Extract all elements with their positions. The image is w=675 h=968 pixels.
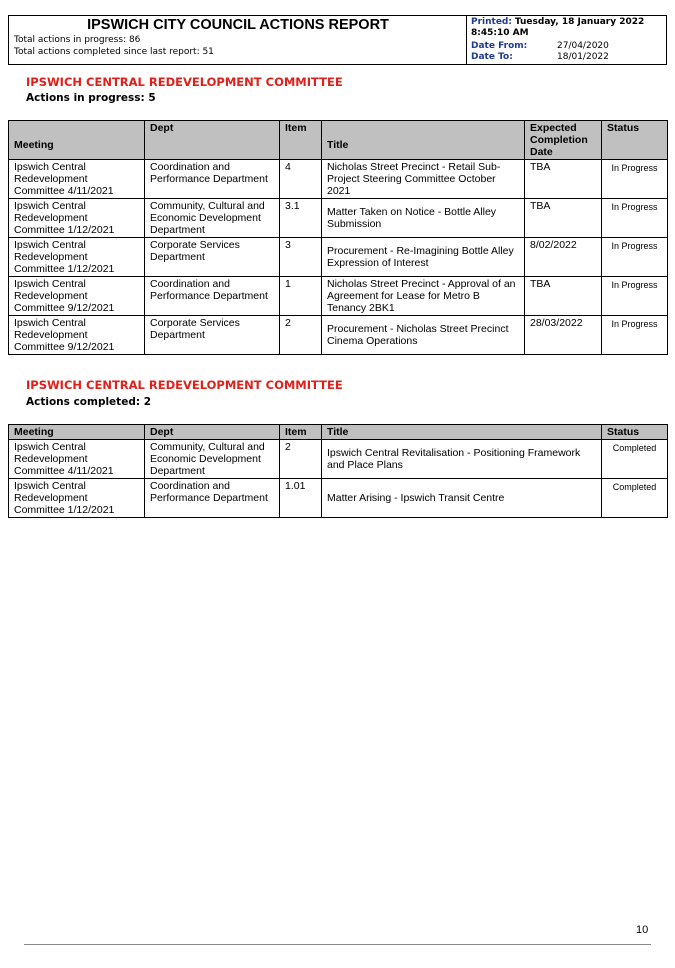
- meeting-cell: Ipswich Central Redevelopment Committee 1/12/2021: [9, 238, 145, 277]
- col-header-item: Item: [280, 121, 322, 160]
- meeting-cell: Ipswich Central Redevelopment Committee 9/12/2021: [9, 316, 145, 355]
- title-cell: Matter Taken on Notice - Bottle Alley Submission: [322, 199, 525, 238]
- meeting-cell: Ipswich Central Redevelopment Committee 1/12/2021: [9, 199, 145, 238]
- meeting-cell: Ipswich Central Redevelopment Committee 9/12/2021: [9, 277, 145, 316]
- completed-subtitle: Actions completed: 2: [26, 396, 151, 408]
- col-header-status: Status: [602, 425, 668, 440]
- table-row: [9, 316, 668, 355]
- in-progress-table: [8, 120, 668, 355]
- printed-label: Printed:: [471, 17, 512, 27]
- dept-cell: Coordination and Performance Department: [145, 479, 280, 518]
- date-cell: TBA: [525, 199, 602, 238]
- in-progress-committee-title: IPSWICH CENTRAL REDEVELOPMENT COMMITTEE: [26, 75, 343, 89]
- col-header-item: Item: [280, 425, 322, 440]
- item-cell: 3: [280, 238, 322, 277]
- completed-committee-title: IPSWICH CENTRAL REDEVELOPMENT COMMITTEE: [26, 378, 343, 392]
- page-number: 10: [636, 924, 649, 936]
- date-to-value: 18/01/2022: [557, 52, 609, 62]
- title-cell: Procurement - Nicholas Street Precinct Cinema Operations: [322, 316, 525, 355]
- dept-cell: Coordination and Performance Department: [145, 160, 280, 199]
- dept-cell: Coordination and Performance Department: [145, 277, 280, 316]
- footer-divider: [24, 944, 651, 945]
- col-header-meeting: Meeting: [9, 121, 145, 160]
- title-cell: Nicholas Street Precinct - Approval of an Agreement for Lease for Metro B Tenancy 2BK1: [322, 277, 525, 316]
- total-in-progress: Total actions in progress: 86: [14, 35, 141, 45]
- date-to-row: [471, 52, 661, 62]
- item-cell: 2: [280, 440, 322, 479]
- col-header-meeting: Meeting: [9, 425, 145, 440]
- table-row: [9, 479, 668, 518]
- status-cell: In Progress: [602, 277, 668, 316]
- report-header: [8, 15, 667, 65]
- in-progress-subtitle: Actions in progress: 5: [26, 92, 156, 104]
- printed-time: 8:45:10 AM: [471, 28, 529, 38]
- date-from-value: 27/04/2020: [557, 41, 609, 51]
- table-row: [9, 199, 668, 238]
- col-header-dept: Dept: [145, 121, 280, 160]
- item-cell: 1: [280, 277, 322, 316]
- status-cell: In Progress: [602, 160, 668, 199]
- date-cell: 8/02/2022: [525, 238, 602, 277]
- meeting-cell: Ipswich Central Redevelopment Committee 4/11/2021: [9, 440, 145, 479]
- dept-cell: Corporate Services Department: [145, 316, 280, 355]
- col-header-dept: Dept: [145, 425, 280, 440]
- dept-cell: Community, Cultural and Economic Development Department: [145, 199, 280, 238]
- date-from-row: [471, 41, 661, 51]
- date-to-label: Date To:: [471, 52, 513, 62]
- total-completed: Total actions completed since last report: 51: [14, 47, 214, 57]
- table-header-row: [9, 425, 668, 440]
- item-cell: 1.01: [280, 479, 322, 518]
- title-cell: Procurement - Re-Imagining Bottle Alley Expression of Interest: [322, 238, 525, 277]
- status-cell: In Progress: [602, 199, 668, 238]
- col-header-title: Title: [322, 425, 602, 440]
- completed-table: [8, 424, 668, 518]
- status-cell: Completed: [602, 440, 668, 479]
- title-cell: Nicholas Street Precinct - Retail Sub-Project Steering Committee October 2021: [322, 160, 525, 199]
- dept-cell: Corporate Services Department: [145, 238, 280, 277]
- date-from-label: Date From:: [471, 41, 528, 51]
- table-header-row: [9, 121, 668, 160]
- date-cell: TBA: [525, 277, 602, 316]
- table-row: [9, 277, 668, 316]
- header-summary: [9, 16, 467, 64]
- title-cell: Ipswich Central Revitalisation - Positioning Framework and Place Plans: [322, 440, 602, 479]
- status-cell: In Progress: [602, 316, 668, 355]
- printed-row: [471, 17, 644, 27]
- title-cell: Matter Arising - Ipswich Transit Centre: [322, 479, 602, 518]
- item-cell: 4: [280, 160, 322, 199]
- meeting-cell: Ipswich Central Redevelopment Committee 4/11/2021: [9, 160, 145, 199]
- report-title: IPSWICH CITY COUNCIL ACTIONS REPORT: [87, 17, 389, 33]
- table-row: [9, 160, 668, 199]
- col-header-status: Status: [602, 121, 668, 160]
- item-cell: 3.1: [280, 199, 322, 238]
- table-row: [9, 238, 668, 277]
- date-cell: TBA: [525, 160, 602, 199]
- date-cell: 28/03/2022: [525, 316, 602, 355]
- col-header-expected-date: Expected Completion Date: [525, 121, 602, 160]
- dept-cell: Community, Cultural and Economic Development Department: [145, 440, 280, 479]
- meeting-cell: Ipswich Central Redevelopment Committee 1/12/2021: [9, 479, 145, 518]
- printed-date: Tuesday, 18 January 2022: [514, 17, 645, 27]
- status-cell: In Progress: [602, 238, 668, 277]
- table-row: [9, 440, 668, 479]
- header-dates: [471, 16, 666, 64]
- status-cell: Completed: [602, 479, 668, 518]
- col-header-title: Title: [322, 121, 525, 160]
- item-cell: 2: [280, 316, 322, 355]
